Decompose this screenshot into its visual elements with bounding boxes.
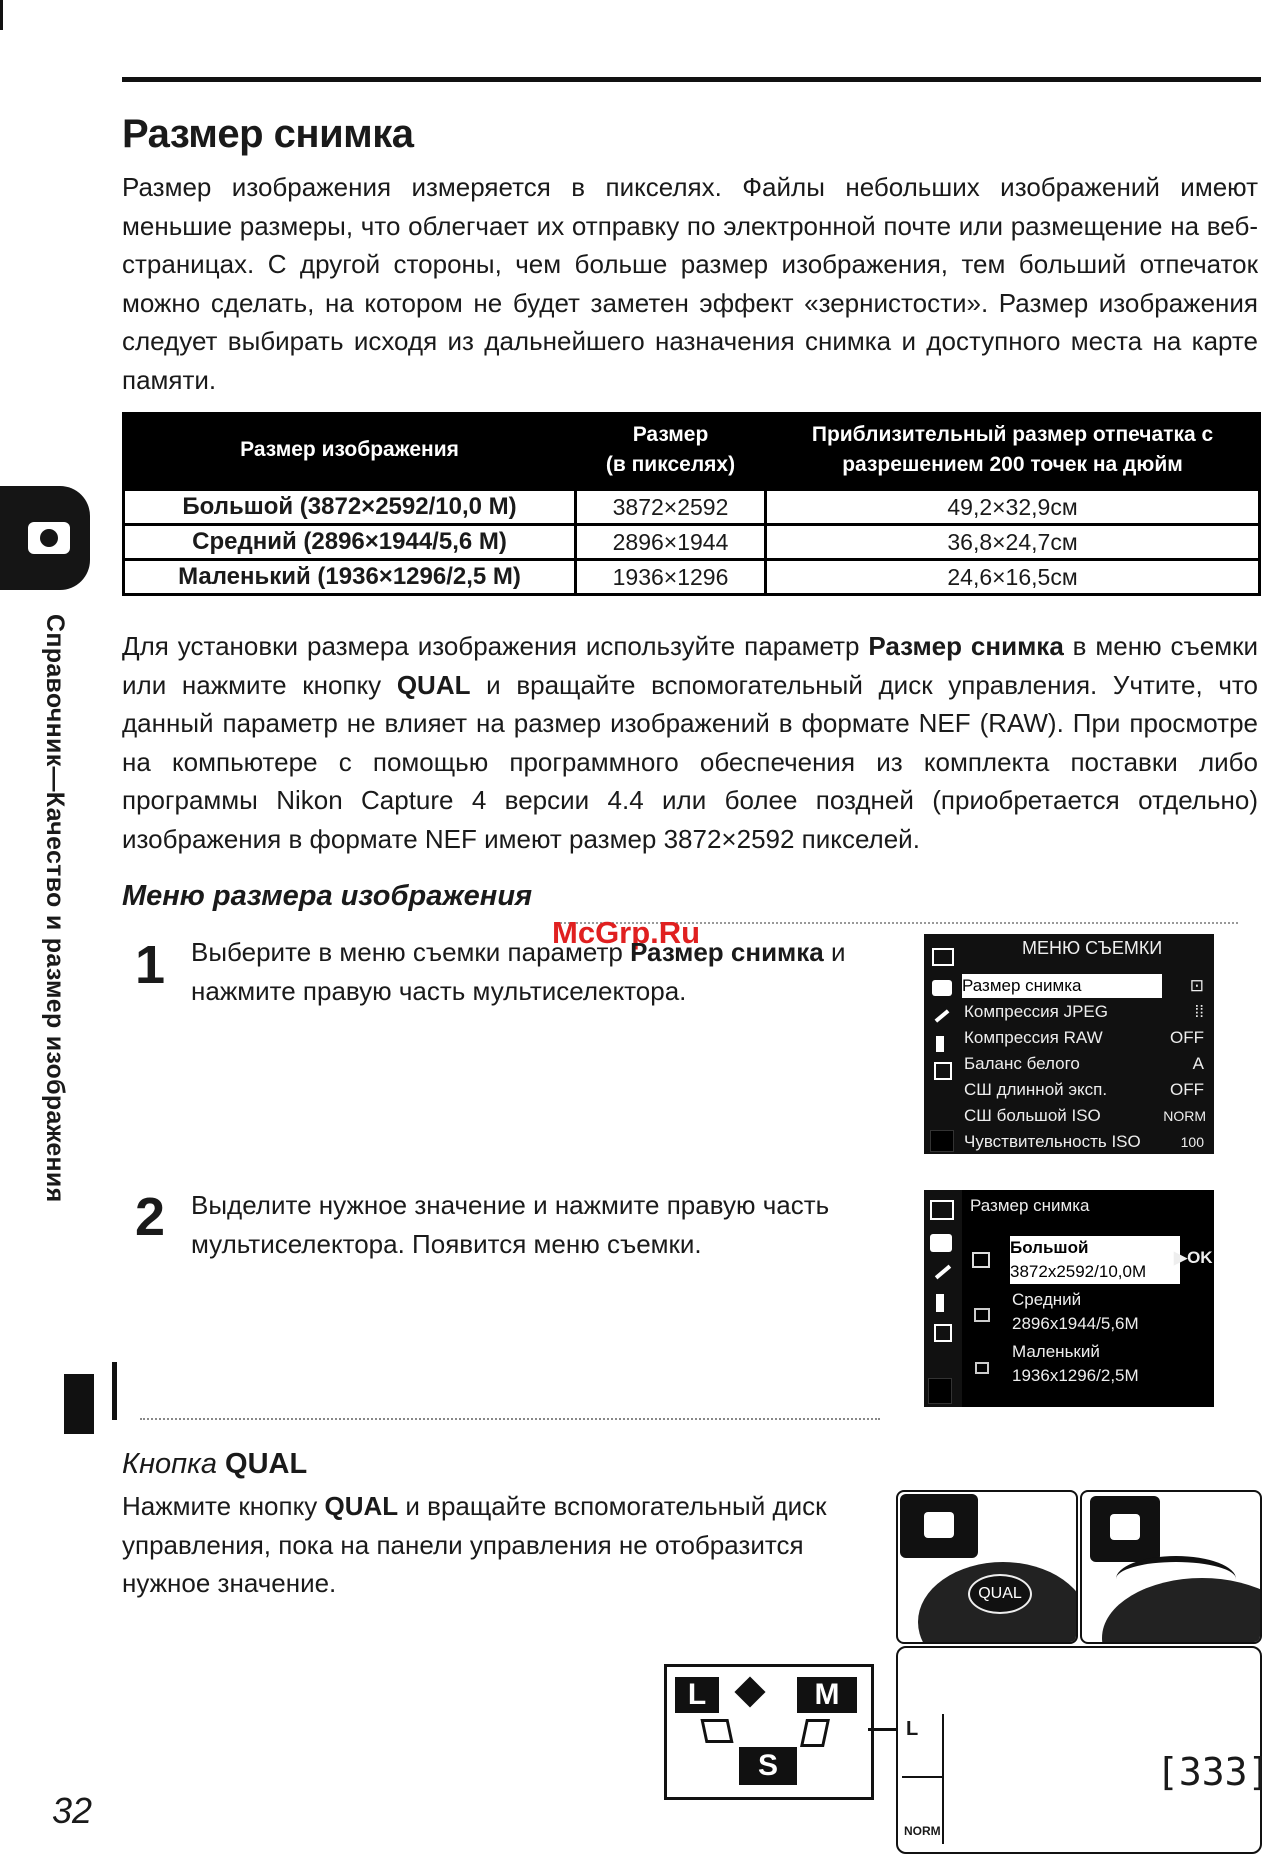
- menu1-item-value: A: [1192, 1054, 1204, 1073]
- panel-size-indicator: L: [906, 1718, 919, 1740]
- control-panel: [896, 1646, 1271, 1854]
- settings-text-1: Для установки размера изображения используйте параметр: [122, 631, 869, 661]
- qual-button: QUAL: [968, 1574, 1032, 1614]
- panel-frame-count: [333]: [1156, 1750, 1271, 1794]
- qual-text-2: и вращайте вспомогательный диск управления, пока на панели управления не отобразится нужное значение.: [122, 1491, 827, 1598]
- image-size-table: [122, 412, 1261, 596]
- top-rule: [122, 77, 1261, 82]
- option-name: Средний: [1012, 1290, 1082, 1309]
- menu2-option-large[interactable]: [1010, 1236, 1180, 1284]
- arrow-down-left-icon: [700, 1719, 733, 1743]
- menu1-item-value: NORM: [1163, 1108, 1206, 1124]
- menu2-title: Размер снимка: [970, 1196, 1090, 1215]
- step-1-text-1: Выберите в меню съемки параметр: [191, 937, 631, 967]
- watermark: McGrp.Ru: [552, 915, 701, 950]
- step-2-text: Выделите нужное значение и нажмите правую часть мультиселектора. Появится меню съемки.: [191, 1190, 830, 1259]
- menu1-item-raw[interactable]: Компрессия RAW: [964, 1028, 1103, 1047]
- camera-icon: [930, 1234, 952, 1252]
- rotate-arrow-icon: [1116, 1556, 1236, 1602]
- bottom-rule: [140, 1418, 880, 1420]
- table-cell-pixels: 3872×2592: [576, 490, 766, 525]
- menu2-option-small[interactable]: [1012, 1340, 1139, 1388]
- size-l-icon: L: [675, 1677, 719, 1713]
- intro-paragraph: Размер изображения измеряется в пикселях. Файлы небольших изображений имеют меньшие размеры, что облегчает их отправку по электронной почте или размещение на веб-страницах. С другой стороны, чем больше размер изображения, тем больший отпечаток можно сделать, на котором не будет заметен эффект «зернистости». Размер изображения следует выбирать исходя из дальнейшего назначения снимка и доступного места на карте памяти.: [122, 172, 1258, 395]
- shooting-menu-screen: [924, 934, 1214, 1154]
- menu1-item-iso[interactable]: Чувствительность ISO: [964, 1132, 1141, 1151]
- table-header-print: [766, 412, 1260, 490]
- table-row: [124, 490, 1260, 525]
- size-small-icon: [975, 1362, 989, 1374]
- camera-top-icon: [1090, 1496, 1160, 1562]
- menu1-item-long-nr[interactable]: СШ длинной эксп.: [964, 1080, 1108, 1099]
- help-icon: [930, 1130, 954, 1152]
- sidebar-text: Справочник—Качество и размер изображения: [41, 614, 69, 1203]
- table-header-print-line1: Приблизительный размер отпечатка с: [811, 423, 1214, 446]
- table-header-print-line2: разрешением 200 точек на дюйм: [842, 453, 1183, 476]
- help-icon: [928, 1378, 952, 1404]
- menu2-option-medium[interactable]: [1012, 1288, 1139, 1336]
- menu1-item-value: OFF: [1170, 1080, 1204, 1099]
- playback-icon: [932, 948, 954, 966]
- table-cell-print: 36,8×24,7см: [766, 525, 1260, 560]
- edge-mark-top: [0, 0, 3, 30]
- qual-button-illustration: [896, 1490, 1078, 1644]
- menu1-item-value: 100: [1180, 1134, 1204, 1150]
- camera-top-icon-body: [924, 1512, 954, 1538]
- arrow-down-right-icon: [800, 1719, 830, 1747]
- option-name: Большой: [1010, 1238, 1089, 1257]
- table-header-pixels: [576, 412, 766, 490]
- size-selector-diagram: [664, 1664, 874, 1800]
- camera-icon: [932, 980, 952, 996]
- table-header-row: [124, 412, 1260, 490]
- table-header-size: Размер изображения: [240, 438, 459, 461]
- menu1-item-value: ⊡: [1189, 976, 1204, 995]
- wrench-icon: [936, 1036, 944, 1052]
- menu1-title: МЕНЮ СЪЕМКИ: [1022, 938, 1163, 958]
- step-1-text: [191, 933, 881, 1011]
- camera-lens: [40, 529, 58, 547]
- qual-title: [122, 1448, 307, 1481]
- table-row: [124, 525, 1260, 560]
- settings-text-3: и вращайте вспомогательный диск управления. Учтите, что данный параметр не влияет на размер изображений в формате NEF (RAW). При просмотре на компьютере с помощью программного обеспечения из комплекта поставки либо программы Nikon Capture 4 версии 4.4 или более поздней (приобретается отдельно) изображения в формате NEF имеют размер 3872×2592 пикселей.: [122, 669, 1258, 854]
- list-icon: [934, 1324, 952, 1342]
- step-1-bold: Размер снимка: [630, 937, 824, 967]
- qual-title-italic: Кнопка: [122, 1448, 226, 1480]
- edge-mark: [64, 1374, 94, 1434]
- page-number: 32: [52, 1790, 93, 1831]
- panel-quality-indicator: NORM: [904, 1824, 941, 1838]
- menu1-item-value: ⁞⁞: [1194, 1002, 1204, 1021]
- edge-mark-bar: [112, 1362, 117, 1420]
- option-dims: 2896x1944/5,6M: [1012, 1314, 1139, 1333]
- frame-count-value: 333: [1178, 1750, 1248, 1794]
- ok-indicator: ▶OK: [1174, 1248, 1213, 1267]
- size-m-icon: M: [797, 1677, 857, 1713]
- qual-bold: QUAL: [324, 1491, 399, 1521]
- settings-text-2: в меню съемки или нажмите кнопку: [122, 631, 1258, 700]
- dial-illustration: [1080, 1490, 1262, 1644]
- step-1-number: 1: [135, 935, 166, 995]
- settings-bold-2: QUAL: [396, 669, 471, 700]
- list-icon: [934, 1062, 952, 1080]
- menu1-item-value: OFF: [1170, 1028, 1204, 1047]
- option-name: Маленький: [1012, 1342, 1100, 1361]
- qual-title-bold: QUAL: [225, 1448, 308, 1480]
- pencil-icon: [935, 1265, 951, 1280]
- size-s-icon: S: [739, 1747, 797, 1785]
- camera-icon: [28, 522, 70, 554]
- table-cell-print: 49,2×32,9см: [766, 490, 1260, 525]
- table-cell-size: Большой (3872×2592/10,0 M): [124, 490, 576, 525]
- option-dims: 1936x1296/2,5M: [1012, 1366, 1139, 1385]
- table-header-pixels-line2: (в пикселях): [605, 453, 736, 476]
- connector-line: [868, 1728, 898, 1731]
- pencil-icon: [935, 1009, 950, 1022]
- camera-top-icon: [900, 1494, 978, 1558]
- playback-icon: [930, 1200, 954, 1220]
- table-cell-size: Маленький (1936×1296/2,5 M): [124, 560, 576, 595]
- table-cell-print: 24,6×16,5см: [766, 560, 1260, 595]
- qual-paragraph: [122, 1487, 882, 1603]
- wrench-icon: [936, 1294, 944, 1312]
- size-medium-icon: [974, 1308, 990, 1322]
- qual-text-1: Нажмите кнопку: [122, 1491, 325, 1521]
- sidebar-tab: [0, 486, 90, 590]
- menu-icon-column: [924, 934, 960, 1154]
- table-cell-pixels: 1936×1296: [576, 560, 766, 595]
- settings-bold-1: Размер снимка: [868, 631, 1064, 661]
- menu1-item-iso-nr[interactable]: СШ большой ISO: [964, 1106, 1101, 1125]
- settings-paragraph: [122, 627, 1258, 858]
- table-cell-size: Средний (2896×1944/5,6 M): [124, 525, 576, 560]
- step-1-text-2: и нажмите правую часть мультиселектора.: [191, 937, 846, 1006]
- table-cell-pixels: 2896×1944: [576, 525, 766, 560]
- sidebar-label: [31, 614, 69, 1314]
- step-2-number: 2: [135, 1187, 166, 1247]
- dial: [918, 1562, 1078, 1644]
- table-row: [124, 560, 1260, 595]
- panel-divider: [902, 1776, 942, 1778]
- image-size-menu-screen: [924, 1190, 1214, 1407]
- option-dims: 3872x2592/10,0M: [1010, 1262, 1147, 1281]
- camera-top-icon-body: [1110, 1514, 1140, 1540]
- section-title: Меню размера изображения: [122, 880, 533, 912]
- table-header-pixels-line1: Размер: [632, 423, 709, 446]
- page-title: Размер снимка: [122, 112, 414, 156]
- diamond-icon: [734, 1676, 765, 1707]
- menu2-body: [962, 1190, 1214, 1407]
- menu1-item-jpeg[interactable]: Компрессия JPEG: [964, 1002, 1108, 1021]
- menu1-item-wb[interactable]: Баланс белого: [964, 1054, 1080, 1073]
- menu1-item-image-size[interactable]: Размер снимка: [962, 974, 1162, 998]
- size-large-icon: [972, 1252, 990, 1268]
